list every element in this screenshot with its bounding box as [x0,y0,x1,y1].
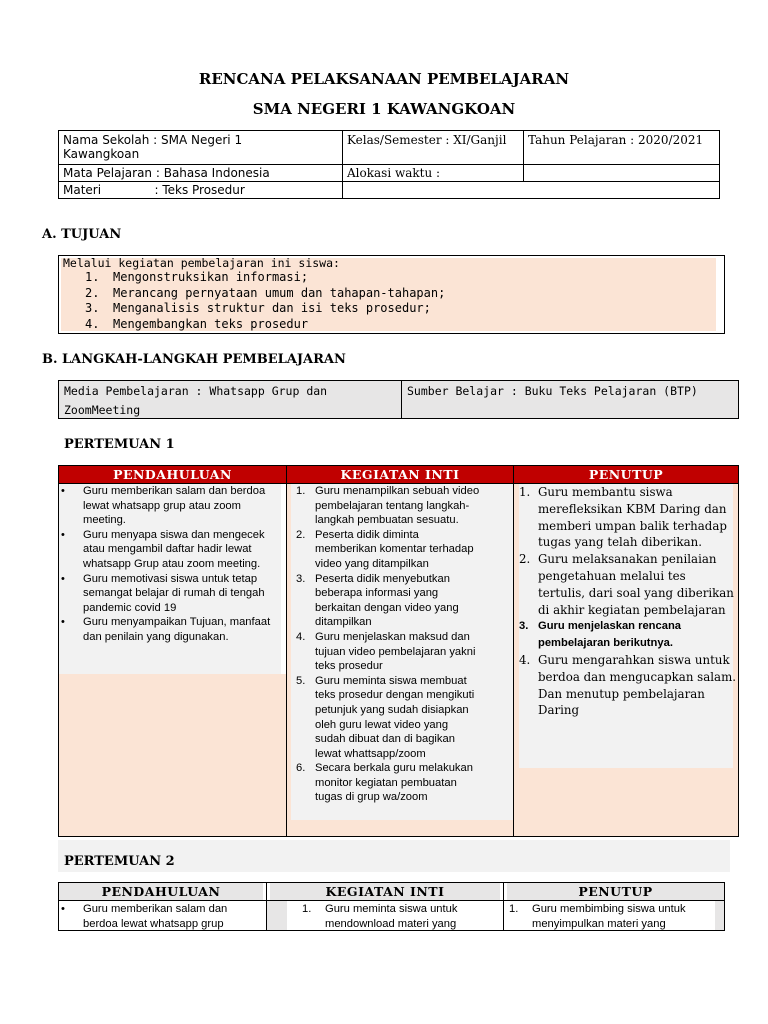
header-penutup: PENUTUP [514,466,738,483]
school-name-line1: Nama Sekolah : SMA Negeri 1 [63,133,243,147]
list-item: 6. Secara berkala guru melakukan monitor kegiatan pembuatan tugas di grup wa/zoom [296,762,473,804]
pertemuan2-table [58,882,725,931]
list-item: • Guru memberikan salam dan berdoa lewat whatsapp grup atau zoom meeting. [59,484,279,528]
list-item: • Guru menyampaikan Tujuan, manfaat dan penilain yang digunakan. [59,615,279,644]
list-item: • Guru menyapa siswa dan mengecek atau mengambil daftar hadir lewat whatsapp Grup atau zoom meeting. [59,528,279,572]
pertemuan1-heading: PERTEMUAN 1 [64,437,175,452]
school-title: SMA NEGERI 1 KAWANGKOAN [252,100,516,118]
p2-header-penutup: PENUTUP [507,883,724,900]
class-semester-cell: Kelas/Semester : XI/Ganjil [347,133,507,147]
document-title: RENCANA PELAKSANAAN PEMBELAJARAN [198,70,570,88]
material-cell: Materi : Teks Prosedur [63,183,245,197]
p2-kegiatan-inti: 1. Guru meminta siswa untuk mendownload materi yang [302,903,458,930]
p2-header-pendahuluan: PENDAHULUAN [59,883,263,900]
langkah-heading: B. LANGKAH-LANGKAH PEMBELAJARAN [42,352,346,367]
pendahuluan-column [59,484,279,645]
time-allocation-cell: Alokasi waktu : [347,166,441,180]
list-item: • Guru memotivasi siswa untuk tetap semangat belajar di rumah di tengah pandemic covid 19 [59,572,279,616]
list-item: 3. Guru menjelaskan rencana pembelajaran berikutnya. [519,620,682,650]
kegiatan-inti-column [291,484,481,805]
school-name-line2: Kawangkoan [63,147,140,161]
list-item: 1. Mengonstruksikan informasi; [85,270,309,284]
list-item: 3. Menganalisis struktur dan isi teks prosedur; [85,301,431,315]
sumber-belajar: Sumber Belajar : Buku Teks Pelajaran (BTP) [407,384,698,398]
list-item: 3. Peserta didik menyebutkan beberapa informasi yang berkaitan dengan video yang ditampilkan [296,572,459,629]
list-item: 2. Guru melaksanakan penilaian pengetahuan melalui tes tertulis, dari soal yang diberikan di akhir kegiatan pembelajaran [519,552,734,617]
list-item: 2. Merancang pernyataan umum dan tahapan-tahapan; [85,285,446,300]
tujuan-heading: A. TUJUAN [42,227,122,242]
list-item: 4. Guru mengarahkan siswa untuk berdoa dan mengucapkan salam. Dan menutup pembelajaran Daring [519,652,737,718]
list-item: 4. Guru menjelaskan maksud dan tujuan video pembelajaran yakni teks prosedur [296,630,476,673]
pertemuan2-heading: PERTEMUAN 2 [64,854,175,869]
media-box [58,380,739,419]
academic-year-cell: Tahun Pelajaran : 2020/2021 [528,133,704,147]
p2-header-kegiatan-inti: KEGIATAN INTI [270,883,500,900]
tujuan-intro: Melalui kegiatan pembelajaran ini siswa: [63,256,340,270]
info-table [58,130,720,199]
list-item: 5. Guru meminta siswa membuat teks prosedur dengan mengikuti petunjuk yang sudah disiapkan oleh guru lewat video yang sudah dibuat dan di bagikan lewat whattsapp/zoom [296,674,475,760]
p2-penutup: 1. Guru membimbing siswa untuk menyimpulkan materi yang [509,903,686,930]
media-pembelajaran: Media Pembelajaran : Whatsapp Grup dan ZoomMeeting [64,384,328,417]
list-item: 1. Guru menampilkan sebuah video pembelajaran tentang langkah-langkah pembuatan sesuatu. [296,485,480,527]
list-item: 1. Guru membantu siswa merefleksikan KBM Daring dan memberi umpan balik terhadap tugas yang telah diberikan. [519,485,727,550]
header-kegiatan-inti: KEGIATAN INTI [287,466,513,483]
tujuan-list [85,270,445,332]
p2-pendahuluan: • Guru memberikan salam dan berdoa lewat whatsapp grup [61,903,228,930]
header-pendahuluan: PENDAHULUAN [59,466,286,483]
subject-cell: Mata Pelajaran : Bahasa Indonesia [63,166,270,180]
pertemuan1-table [58,465,739,837]
list-item: 2. Peserta didik diminta memberikan komentar terhadap video yang ditampilkan [296,528,474,570]
tujuan-box [58,255,725,334]
penutup-column [514,484,736,719]
school-name-cell [59,131,342,163]
list-item: 4. Mengembangkan teks prosedur [85,316,309,331]
